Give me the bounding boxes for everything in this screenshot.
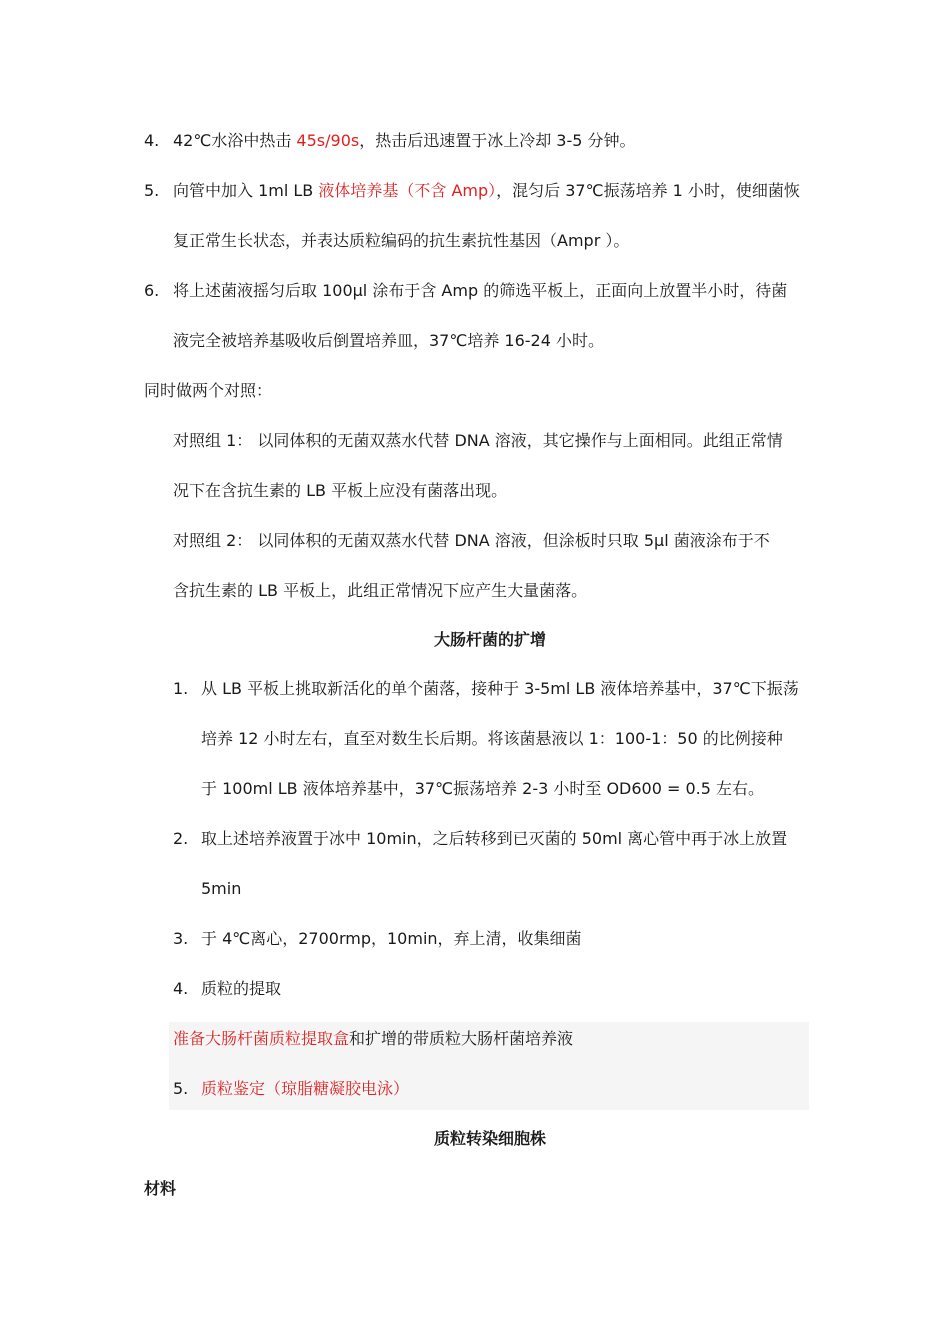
list-item-6-text-cont: 液完全被培养基吸收后倒置培养皿，37℃培养 16-24 小时。 — [173, 331, 604, 350]
list-item-3-text: 于 4℃离心，2700rmp，10min，弃上清，收集细菌 — [201, 929, 582, 948]
text-run: 42℃水浴中热击 — [173, 131, 297, 150]
highlight-text: 45s/90s — [296, 131, 360, 150]
list-number: 6. — [144, 281, 160, 300]
text-run: ，混匀后 37℃振荡培养 1 小时，使细菌恢 — [496, 181, 800, 200]
materials-heading: 材料 — [144, 1179, 177, 1198]
list-item-6-text: 将上述菌液摇匀后取 100μl 涂布于含 Amp 的筛选平板上，正面向上放置半小时，待菌 — [173, 281, 788, 300]
list-item-4-text: 质粒的提取 — [201, 979, 282, 998]
list-item-1-text-cont: 于 100ml LB 液体培养基中，37℃振荡培养 2-3 小时至 OD600 = 0.5 左右。 — [201, 779, 765, 798]
highlight-text: 液体培养基（不含 Amp） — [318, 181, 497, 200]
control-1-text: 对照组 1： 以同体积的无菌双蒸水代替 DNA 溶液，其它操作与上面相同。此组正常情 — [173, 431, 783, 450]
control-2-text-cont: 含抗生素的 LB 平板上，此组正常情况下应产生大量菌落。 — [173, 581, 588, 600]
list-item-5-text: 质粒鉴定（琼脂糖凝胶电泳） — [201, 1079, 410, 1098]
controls-intro: 同时做两个对照： — [144, 381, 273, 400]
control-1-text-cont: 况下在含抗生素的 LB 平板上应没有菌落出现。 — [173, 481, 508, 500]
section-heading: 质粒转染细胞株 — [433, 1129, 546, 1148]
list-item-2-text-cont: 5min — [201, 879, 242, 898]
list-number: 1. — [173, 679, 189, 698]
list-item-5-text — [173, 180, 800, 202]
list-number: 4. — [173, 979, 189, 998]
list-item-2-text: 取上述培养液置于冰中 10min，之后转移到已灭菌的 50ml 离心管中再于冰上放置 — [201, 829, 788, 848]
list-number: 5. — [173, 1079, 189, 1098]
highlight-text: 准备大肠杆菌质粒提取盒 — [173, 1029, 350, 1048]
list-number: 4. — [144, 131, 160, 150]
list-number: 5. — [144, 181, 160, 200]
text-run: 和扩增的带质粒大肠杆菌培养液 — [349, 1029, 574, 1048]
list-item-1-text: 从 LB 平板上挑取新活化的单个菌落，接种于 3-5ml LB 液体培养基中，37℃下振荡 — [201, 679, 799, 698]
list-item-4-text — [173, 130, 636, 152]
text-run: ，热击后迅速置于冰上冷却 3-5 分钟。 — [359, 131, 636, 150]
list-number: 3. — [173, 929, 189, 948]
list-item-1-text-cont: 培养 12 小时左右，直至对数生长后期。将该菌悬液以 1：100-1：50 的比例接种 — [201, 729, 783, 748]
control-2-text: 对照组 2： 以同体积的无菌双蒸水代替 DNA 溶液，但涂板时只取 5μl 菌液涂布于不 — [173, 531, 770, 550]
text-run: 向管中加入 1ml LB — [173, 181, 319, 200]
section-heading: 大肠杆菌的扩增 — [433, 630, 546, 649]
prep-text — [173, 1028, 573, 1050]
list-item-5-text-cont: 复正常生长状态，并表达质粒编码的抗生素抗性基因（Ampr ）。 — [173, 231, 630, 250]
list-number: 2. — [173, 829, 189, 848]
